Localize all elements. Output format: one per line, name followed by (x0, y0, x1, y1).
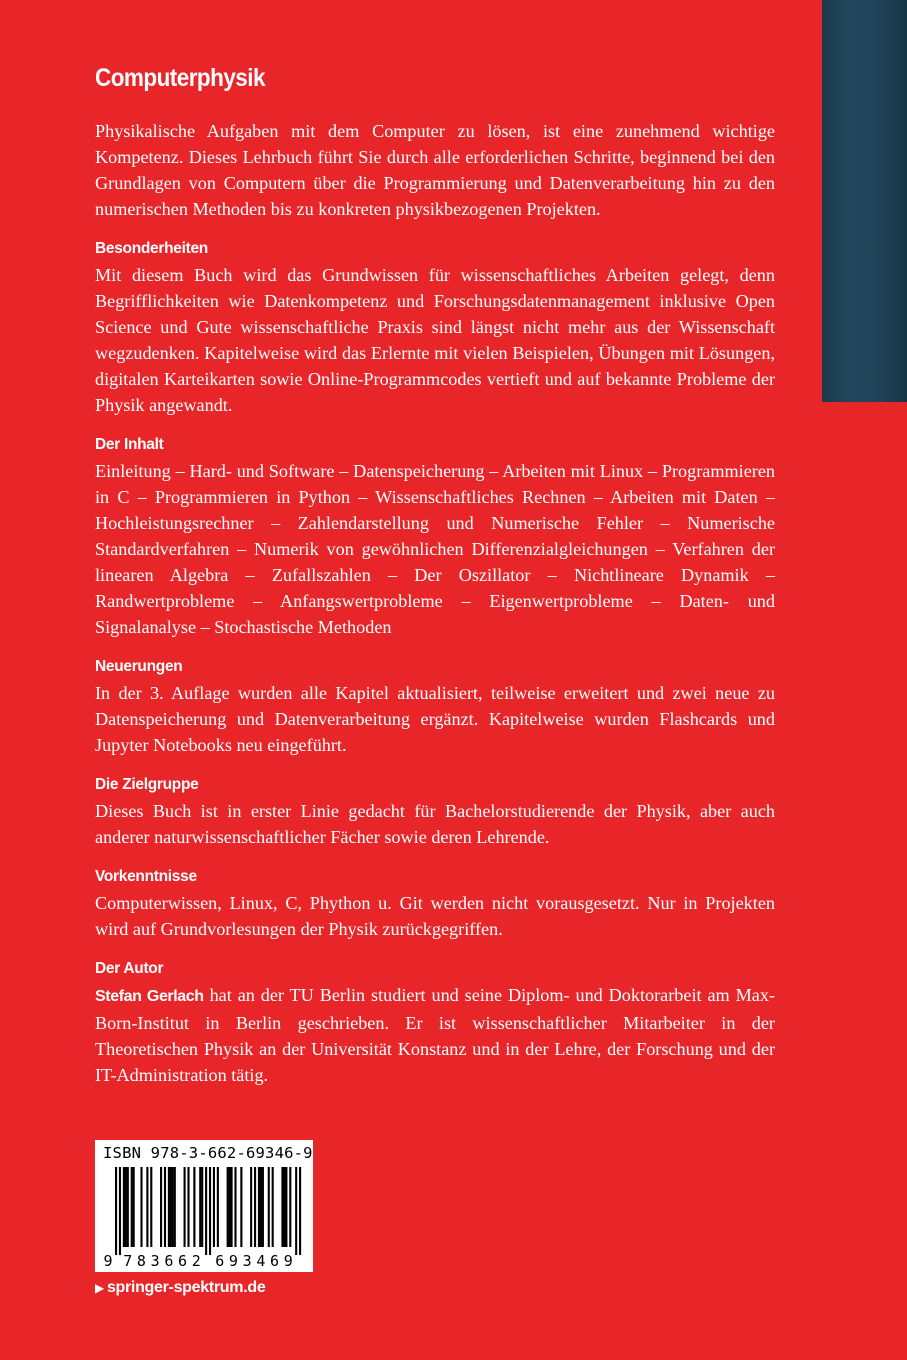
barcode-bar (213, 1167, 215, 1247)
barcode-bar (146, 1167, 148, 1247)
barcode-bar (205, 1167, 207, 1255)
barcode-bar (193, 1167, 195, 1247)
section-heading: Besonderheiten (95, 240, 208, 257)
barcode-bar (115, 1167, 117, 1255)
barcode-bar (262, 1167, 264, 1247)
barcode-bar (201, 1167, 203, 1247)
barcode-bar (285, 1167, 287, 1247)
section-vorkenntnisse (95, 866, 775, 942)
barcode-digit: 3 (242, 1252, 252, 1268)
barcode-digit: 6 (178, 1252, 188, 1268)
barcode-bar (119, 1167, 121, 1255)
section-text: In der 3. Auflage wurden alle Kapitel aktualisiert, teilweise erweitert und zwei neue zu Datenspeicherung und Datenverarbeitung ergänzt. Kapitelweise wurden Flashcards und Jupyter Notebooks neu eingeführt. (95, 683, 775, 755)
barcode-digit: 8 (136, 1252, 146, 1268)
isbn-barcode (95, 1140, 313, 1272)
section-zielgruppe (95, 774, 775, 850)
barcode-bar (140, 1167, 142, 1247)
barcode-digit: 7 (123, 1252, 133, 1268)
book-title: Computerphysik (95, 64, 265, 92)
barcode-bar (172, 1167, 174, 1247)
barcode-bar (168, 1167, 170, 1247)
section-text: Mit diesem Buch wird das Grundwissen für wissenschaftliches Arbeiten gelegt, denn Begrifflichkeiten wie Datenkompetenz und Forschungsdatenmanagement inklusive Open Science und Gute wissenschaftliche Praxis sind längst nicht mehr aus der Wissenschaft wegzudenken. Kapitelweise wird das Erlernte mit vielen Beispielen, Übungen mit Lösungen, digitalen Karteikarten sowie Online-Programmcodes vertieft und auf bekannte Probleme der Physik angewandt. (95, 265, 775, 415)
section-inhalt (95, 434, 775, 640)
barcode-bar (258, 1167, 260, 1247)
barcode-bar (227, 1167, 229, 1247)
barcode-bar (229, 1167, 231, 1247)
barcode-bar (199, 1167, 201, 1247)
author-name: Stefan Gerlach (95, 988, 204, 1005)
section-text: Dieses Buch ist in erster Linie gedacht für Bachelorstudierende der Physik, aber auch anderer naturwissenschaftlicher Fächer sowie deren Lehrende. (95, 801, 775, 847)
back-cover-text (95, 62, 775, 1088)
section-text: Computerwissen, Linux, C, Phython u. Git werden nicht vorausgesetzt. Nur in Projekten wird auf Grundvorlesungen der Physik zurückgegriffen. (95, 893, 775, 939)
barcode-digit: 9 (103, 1252, 113, 1268)
barcode-digit: 2 (191, 1252, 201, 1268)
author-paragraph (95, 982, 775, 1088)
barcode-bar (170, 1167, 172, 1247)
intro-paragraph: Physikalische Aufgaben mit dem Computer zu lösen, ist eine zunehmend wichtige Kompetenz. Dieses Lehrbuch führt Sie durch alle erforderlichen Schritte, beginnend bei den Grundlagen von Computern über die Programmierung und Datenverarbeitung hin zu den numerischen Methoden bis zu konkreten physikbezogenen Projekten. (95, 121, 775, 219)
barcode-bar (217, 1167, 219, 1247)
barcode-digit: 4 (256, 1252, 266, 1268)
barcode-bar (160, 1167, 162, 1247)
barcode-bar (234, 1167, 236, 1247)
arrow-icon: ▶ (95, 1281, 104, 1295)
barcode-bar (272, 1167, 274, 1247)
section-text: Einleitung – Hard- und Software – Datenspeicherung – Arbeiten mit Linux – Programmieren in C – Programmieren in Python – Wissenschaftliches Rechnen – Arbeiten mit Daten – Hochleistungsrechner – Zahlendarstellung und Numerische Fehler – Numerische Standardverfahren – Numerik von gewöhnlichen Differenzialgleichungen – Verfahren der linearen Algebra – Zufallszahlen – Der Oszillator – Nichtlineare Dynamik – Randwertprobleme – Anfangswertprobleme – Eigenwertprobleme – Daten- und Signalanalyse – Stochastische Methoden (95, 461, 775, 637)
barcode-bar (125, 1167, 127, 1247)
section-heading: Der Inhalt (95, 436, 164, 453)
barcode-bar (295, 1167, 297, 1255)
barcode-bar (268, 1167, 270, 1247)
barcode-bar (283, 1167, 285, 1247)
publisher-url: springer-spektrum.de (106, 1279, 266, 1296)
barcode-bar (254, 1167, 256, 1247)
barcode-digit: 6 (164, 1252, 174, 1268)
barcode-bar (231, 1167, 233, 1247)
barcode-bar (127, 1167, 129, 1247)
barcode-digit: 9 (283, 1252, 293, 1268)
section-heading: Der Autor (95, 960, 164, 977)
section-heading: Die Zielgruppe (95, 776, 199, 793)
barcode-bar (131, 1167, 133, 1247)
barcode-graphic (103, 1167, 305, 1268)
section-heading: Neuerungen (95, 658, 183, 675)
barcode-bar (123, 1167, 125, 1247)
barcode-bar (289, 1167, 291, 1247)
barcode-bar (164, 1167, 166, 1247)
author-bio: hat an der TU Berlin studiert und seine Diplom- und Doktorarbeit am Max-Born-Institut in Berlin geschrieben. Er ist wissenschaftlicher Mitarbeiter in der Theoretischen Physik an der Universität Konstanz und in der Lehre, der Forschung und der IT-Administration tätig. (95, 985, 775, 1085)
barcode-bar (150, 1167, 152, 1247)
section-heading: Vorkenntnisse (95, 868, 197, 885)
barcode-digit: 3 (150, 1252, 160, 1268)
barcode-bar (133, 1167, 135, 1247)
barcode-bar (184, 1167, 186, 1247)
barcode-bar (209, 1167, 211, 1255)
publisher-link[interactable] (95, 1279, 265, 1297)
barcode-bar (240, 1167, 242, 1247)
section-besonderheiten (95, 238, 775, 418)
barcode-bar (250, 1167, 252, 1247)
isbn-label: ISBN 978-3-662-69346-9 (103, 1144, 313, 1162)
barcode-digit: 6 (215, 1252, 225, 1268)
barcode-bar (187, 1167, 189, 1247)
barcode-digit: 6 (270, 1252, 280, 1268)
barcode-bar (174, 1167, 176, 1247)
section-autor (95, 958, 775, 1088)
barcode-bar (260, 1167, 262, 1247)
barcode-digit: 9 (228, 1252, 238, 1268)
section-neuerungen (95, 656, 775, 758)
decorative-side-strip (822, 0, 907, 402)
barcode-bar (281, 1167, 283, 1247)
barcode-bar (299, 1167, 301, 1255)
